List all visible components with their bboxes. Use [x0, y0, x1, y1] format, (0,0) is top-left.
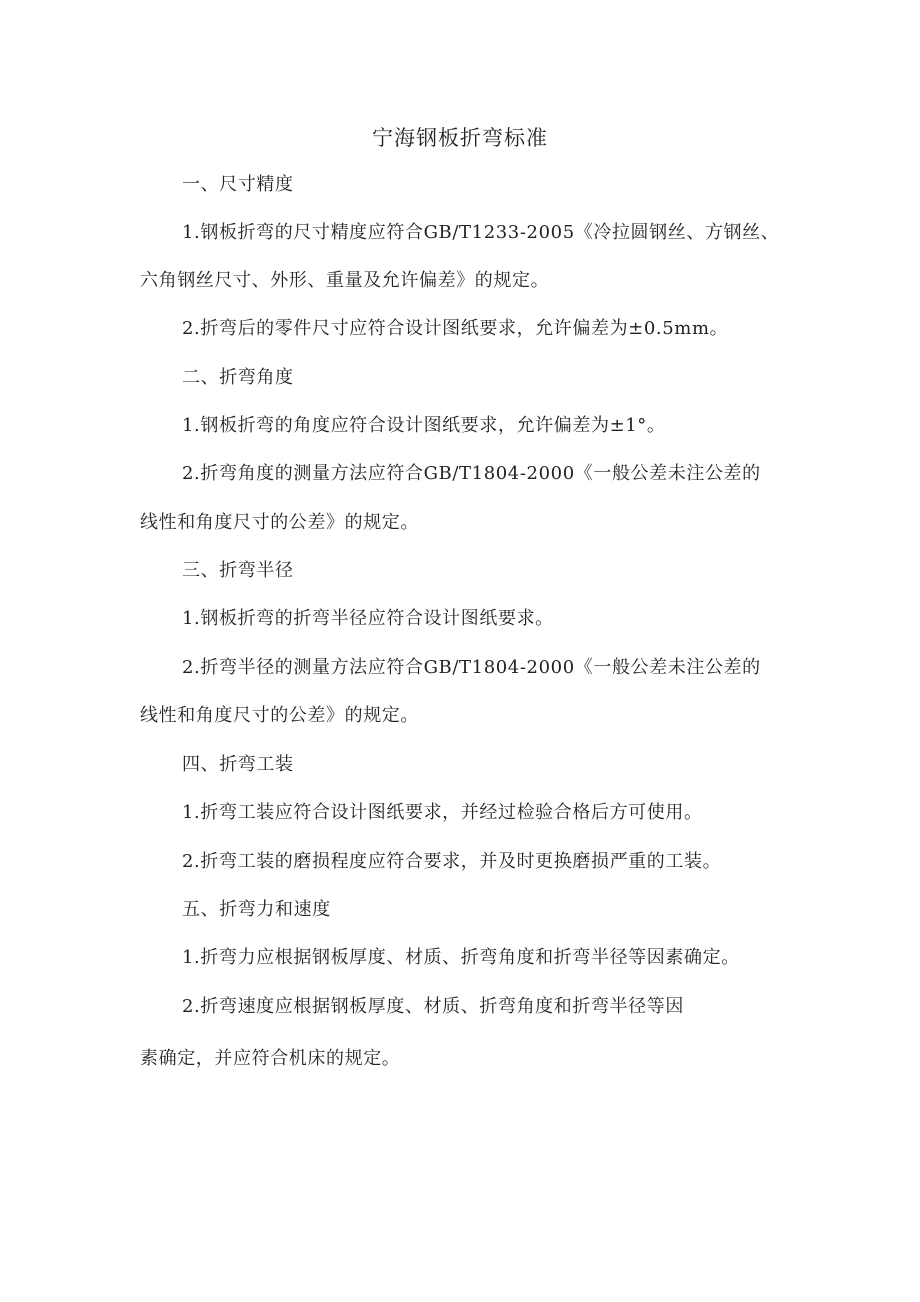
- paragraph-continuation: 线性和角度尺寸的公差》的规定。: [140, 705, 419, 726]
- paragraph-line: 2.折弯速度应根据钢板厚度、材质、折弯角度和折弯半径等因: [182, 996, 684, 1017]
- paragraph-line: 2.折弯半径的测量方法应符合GB/T1804-2000《一般公差未注公差的: [182, 657, 761, 678]
- paragraph-line: 1.折弯工装应符合设计图纸要求，并经过检验合格后方可使用。: [182, 802, 703, 823]
- paragraph-line: 2.折弯后的零件尺寸应符合设计图纸要求，允许偏差为±0.5mm。: [182, 318, 729, 339]
- section-heading: 一、尺寸精度: [182, 174, 294, 195]
- paragraph-continuation: 线性和角度尺寸的公差》的规定。: [140, 512, 419, 533]
- paragraph-line: 1.钢板折弯的折弯半径应符合设计图纸要求。: [182, 608, 554, 629]
- paragraph-line: 1.折弯力应根据钢板厚度、材质、折弯角度和折弯半径等因素确定。: [182, 947, 740, 968]
- paragraph-continuation: 素确定，并应符合机床的规定。: [140, 1048, 401, 1069]
- paragraph-line: 2.折弯角度的测量方法应符合GB/T1804-2000《一般公差未注公差的: [182, 463, 761, 484]
- section-heading: 二、折弯角度: [182, 367, 294, 388]
- section-heading: 四、折弯工装: [182, 754, 294, 775]
- section-heading: 五、折弯力和速度: [182, 899, 331, 920]
- document-title: 宁海钢板折弯标准: [372, 126, 548, 150]
- paragraph-continuation: 六角钢丝尺寸、外形、重量及允许偏差》的规定。: [140, 270, 550, 291]
- paragraph-line: 1.钢板折弯的角度应符合设计图纸要求，允许偏差为±1°。: [182, 415, 666, 436]
- paragraph-line: 2.折弯工装的磨损程度应符合要求，并及时更换磨损严重的工装。: [182, 851, 722, 872]
- paragraph-line: 1.钢板折弯的尺寸精度应符合GB/T1233-2005《冷拉圆钢丝、方钢丝、: [182, 222, 780, 243]
- section-heading: 三、折弯半径: [182, 560, 294, 581]
